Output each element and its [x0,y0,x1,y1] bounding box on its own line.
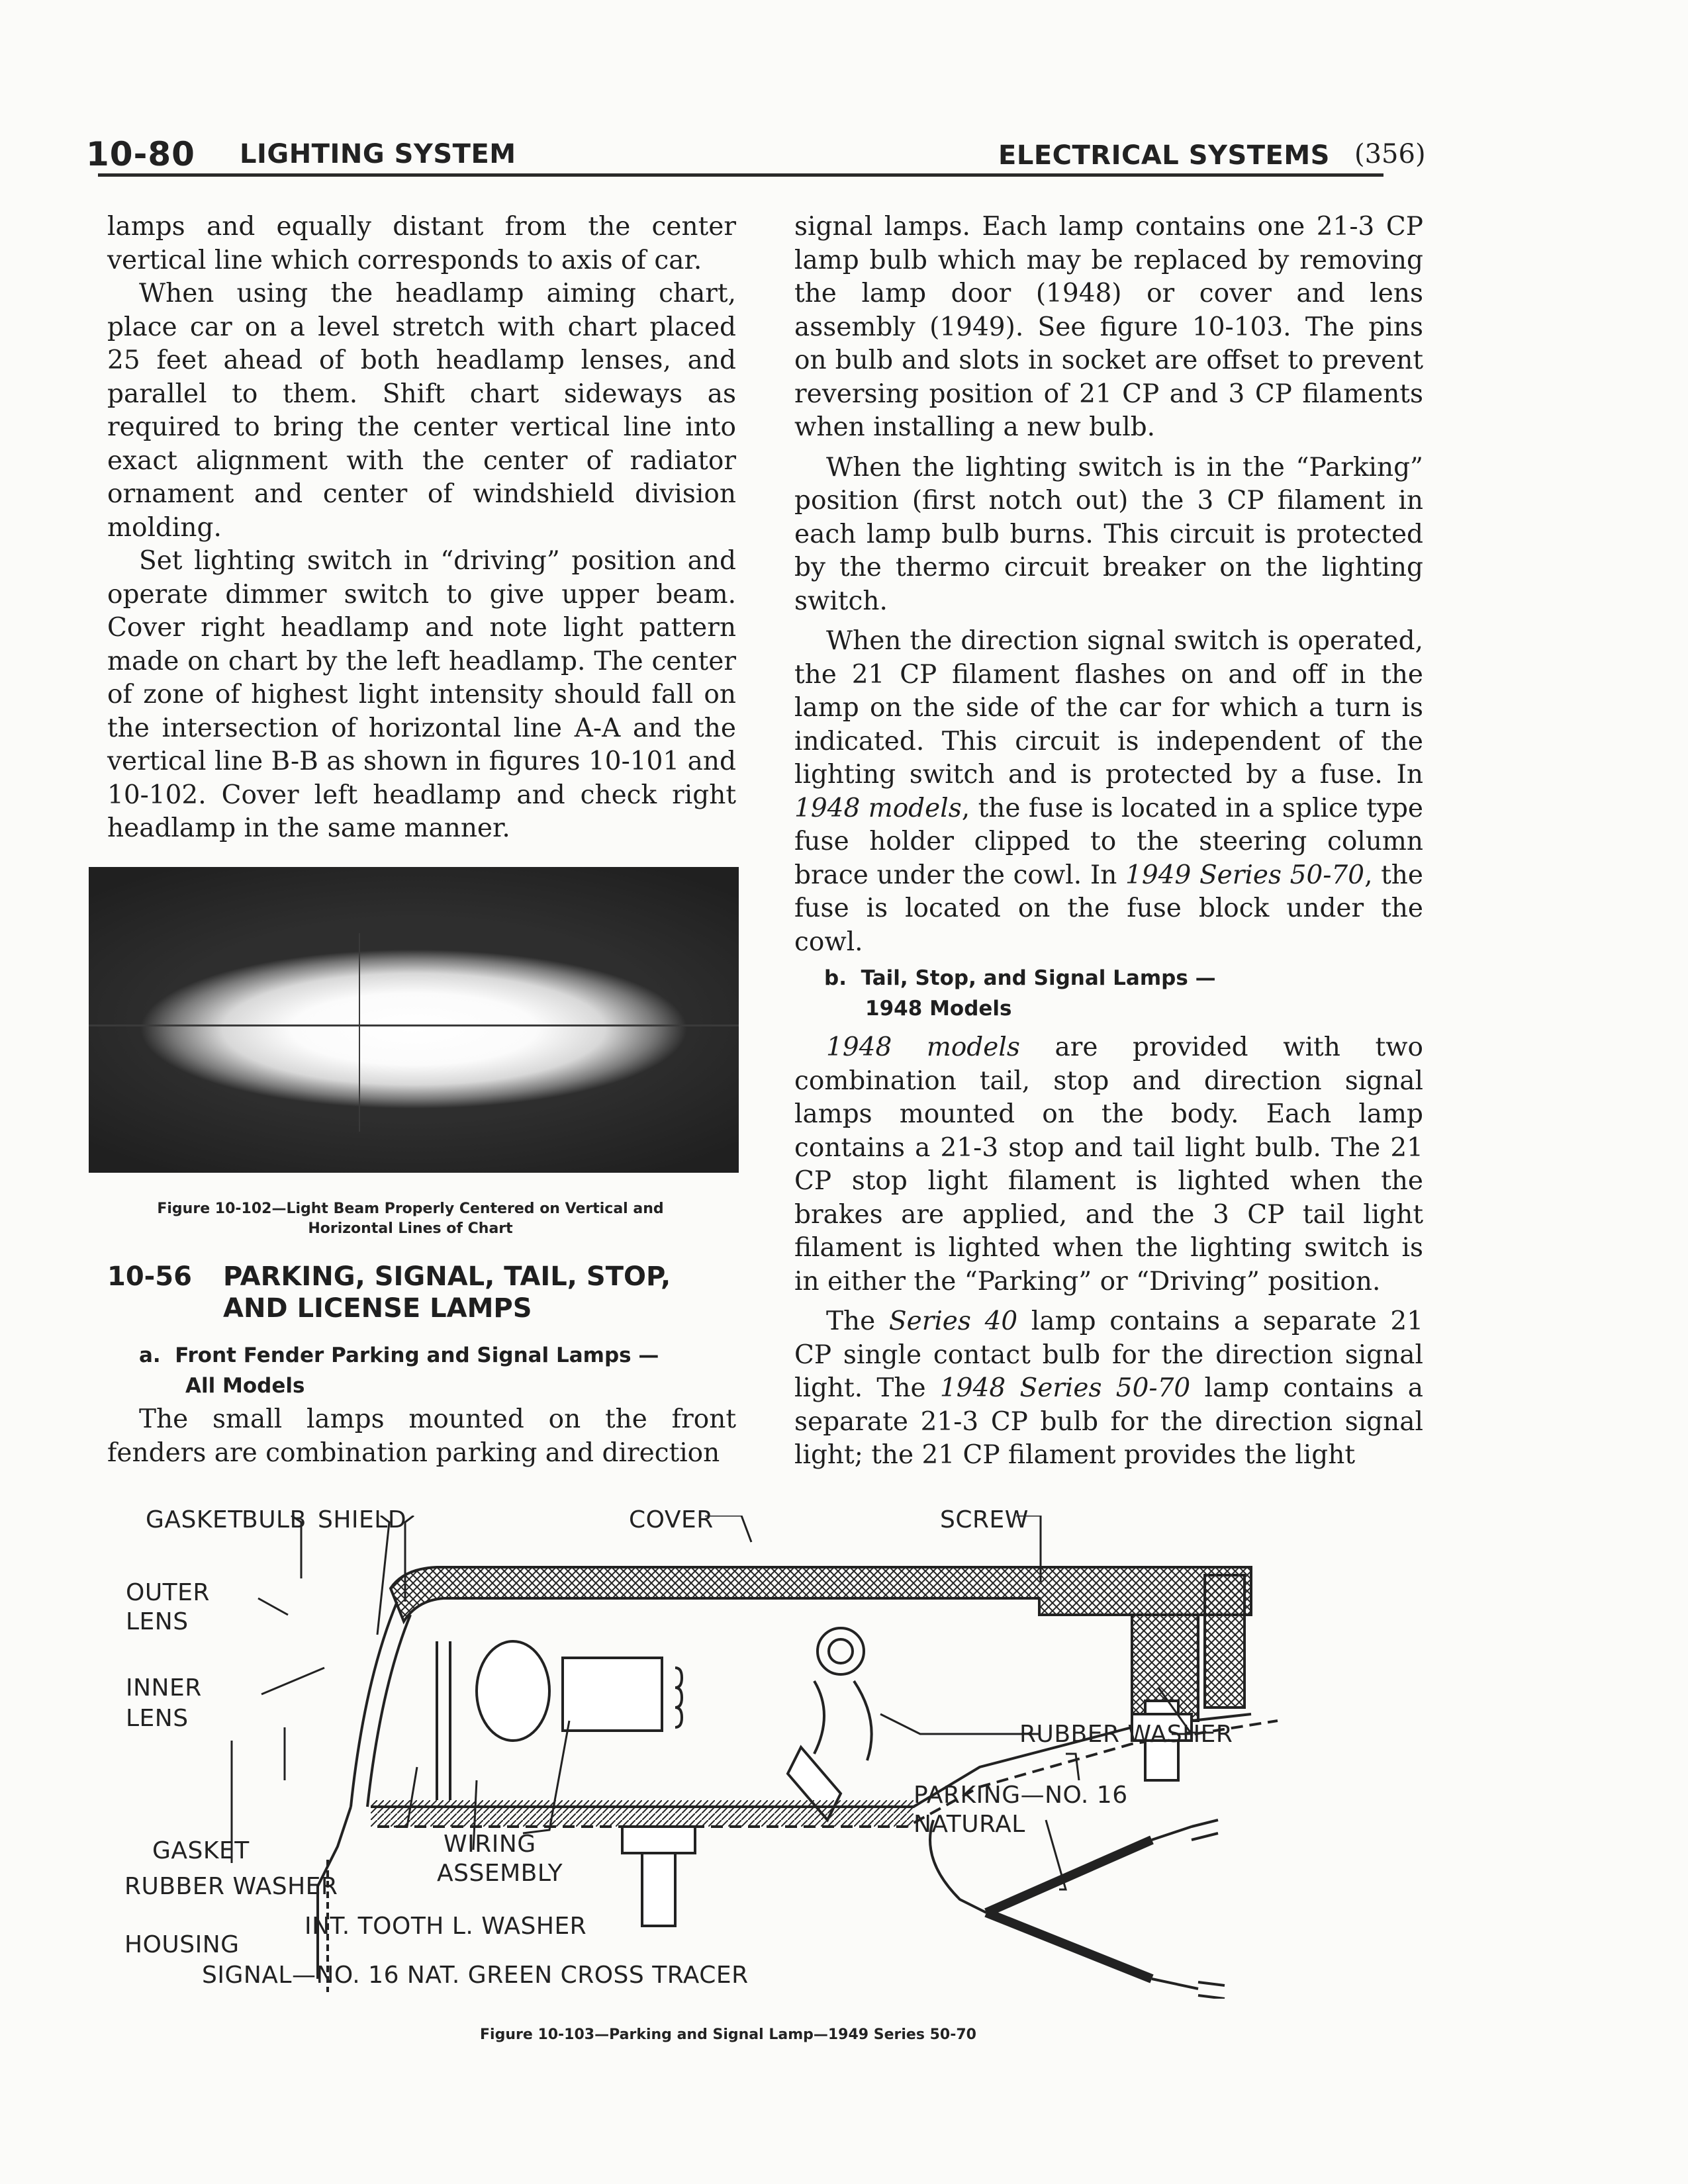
label-inner-lens-1: INNER [126,1674,202,1702]
heading-line: AND LICENSE LAMPS [223,1293,532,1324]
subsection-heading-a [139,1340,659,1401]
heading-number: 10-56 [107,1261,192,1292]
label-signal-wire: SIGNAL—NO. 16 NAT. GREEN CROSS TRACER [202,1962,749,1989]
heading-line: All Models [185,1374,305,1398]
vertical-line-b-b [359,933,360,1132]
figure-10-102-caption [113,1199,708,1239]
left-column [107,210,736,846]
paragraph: When using the headlamp aiming chart, place car on a level stretch with chart placed 25 feet ahead of both headlamp lenses, and parallel to them. Shift chart sideways as required to bring the center vertical line into exact alignment with the center of radiator ornament and center of windshield division molding. [107,279,736,543]
label-outer-lens-1: OUTER [126,1579,210,1606]
heading-line: Front Fender Parking and Signal Lamps — [175,1343,659,1367]
light-beam-photo [89,867,739,1173]
paragraph: signal lamps. Each lamp contains one 21-3 CP lamp bulb which may be replaced by removing the lamp door (1948) or cover and lens assembly (1949). See figure 10-103. The pins on bulb and slots in socket are offset to prevent reversing position of 21 CP and 3 CP filaments when installing a new bulb. [794,212,1423,442]
caption-line: Horizontal Lines of Chart [308,1220,513,1237]
parking-signal-lamp-diagram [124,1506,1357,1999]
label-int-tooth-washer: INT. TOOTH L. WASHER [305,1913,587,1940]
figure-10-103-caption: Figure 10-103—Parking and Signal Lamp—1949 Series 50-70 [480,2026,976,2043]
italic-run: Series 40 [888,1306,1018,1336]
paragraph: When the lighting switch is in the “Parking” position (first notch out) the 3 CP filament in each lamp bulb burns. This circuit is protected by the thermo circuit breaker on the lighting switch. [794,452,1423,616]
left-column-tail [107,1403,736,1470]
section-title: LIGHTING SYSTEM [240,139,516,169]
horizontal-line-a-a [89,1024,739,1026]
heading-line: PARKING, SIGNAL, TAIL, STOP, [223,1261,671,1292]
section-heading-10-56 [107,1261,671,1324]
paragraph: Set lighting switch in “driving” position and operate dimmer switch to give upper beam. Cover right headlamp and note light pattern made on chart by the left headlamp. The center of zone of highest light intensity should fall on the intersection of horizontal line A-A and the vertical line B-B as shown in figures 10-101 and 10-102. Cover left headlamp and check right headlamp in the same manner. [107,546,736,843]
text-run: When the direction signal switch is operated, the 21 CP filament flashes on and off in the lamp on the side of the car for which a turn is indicated. This circuit is independent of the lighting switch and is protected by a fuse. In [794,626,1423,790]
label-outer-lens-2: LENS [126,1608,189,1635]
italic-run: 1948 Series 50-70 [939,1373,1191,1403]
text-run: , the fuse is located on the fuse block under the cowl. [794,860,1423,957]
label-cover: COVER [629,1506,714,1533]
label-parking-wire: PARKING—NO. 16 [914,1782,1128,1809]
label-shield: SHIELD [318,1506,407,1533]
text-run: lamp contains a separate 21 CP single contact bulb for the direction signal light. The [794,1306,1424,1403]
label-gasket-top: GASKET [146,1506,243,1533]
subsection-label: b. [824,966,847,990]
text-run: lamp contains a separate 21-3 CP bulb for the direction signal light; the 21 CP filament provides the light [794,1373,1424,1470]
label-natural: NATURAL [914,1811,1025,1838]
paragraph: lamps and equally distant from the center vertical line which corresponds to axis of car. [107,212,736,275]
caption-line: Figure 10-102—Light Beam Properly Centered on Vertical and [157,1201,664,1217]
text-run: are provided with two combination tail, stop and direction signal lamps mounted on the body. Each lamp contains a 21-3 stop and tail light bulb. The 21 CP stop light filament is lighted when the brakes are applied, and the 3 CP tail light filament is lighted when the lighting switch is in either the “Parking” or “Driving” position. [794,1032,1423,1297]
text-run: , the fuse is located in a splice type fuse holder clipped to the steering column brace under the cowl. In [794,793,1423,890]
heading-line: 1948 Models [865,997,1012,1021]
label-housing: HOUSING [124,1931,240,1958]
label-rubber-washer-right: RUBBER WASHER [1019,1721,1233,1748]
chapter-title: ELECTRICAL SYSTEMS [998,140,1330,171]
page-number: (356) [1354,139,1426,169]
photo-vignette [89,867,739,1173]
label-inner-lens-2: LENS [126,1705,189,1732]
label-bulb: BULB [242,1506,306,1533]
italic-run: 1949 Series 50-70 [1125,860,1365,890]
label-gasket-bottom: GASKET [152,1837,250,1864]
right-column-section-b [794,1031,1423,1473]
heading-line: Tail, Stop, and Signal Lamps — [861,966,1216,990]
label-rubber-washer-left: RUBBER WASHER [124,1873,338,1900]
subsection-label: a. [139,1343,161,1367]
subsection-heading-b [824,963,1216,1024]
label-wiring: WIRING [444,1831,536,1858]
paragraph [794,625,1423,959]
header-rule [98,173,1383,177]
italic-run: 1948 models [826,1032,1020,1062]
label-assembly: ASSEMBLY [437,1860,563,1887]
text-run: The [826,1306,889,1336]
section-number: 10-80 [86,135,195,173]
right-column [794,210,1423,959]
paragraph: The small lamps mounted on the front fenders are combination parking and direction [107,1404,736,1468]
paragraph [794,1305,1423,1473]
italic-run: 1948 models [794,793,962,823]
paragraph [794,1031,1423,1298]
label-screw: SCREW [940,1506,1029,1533]
